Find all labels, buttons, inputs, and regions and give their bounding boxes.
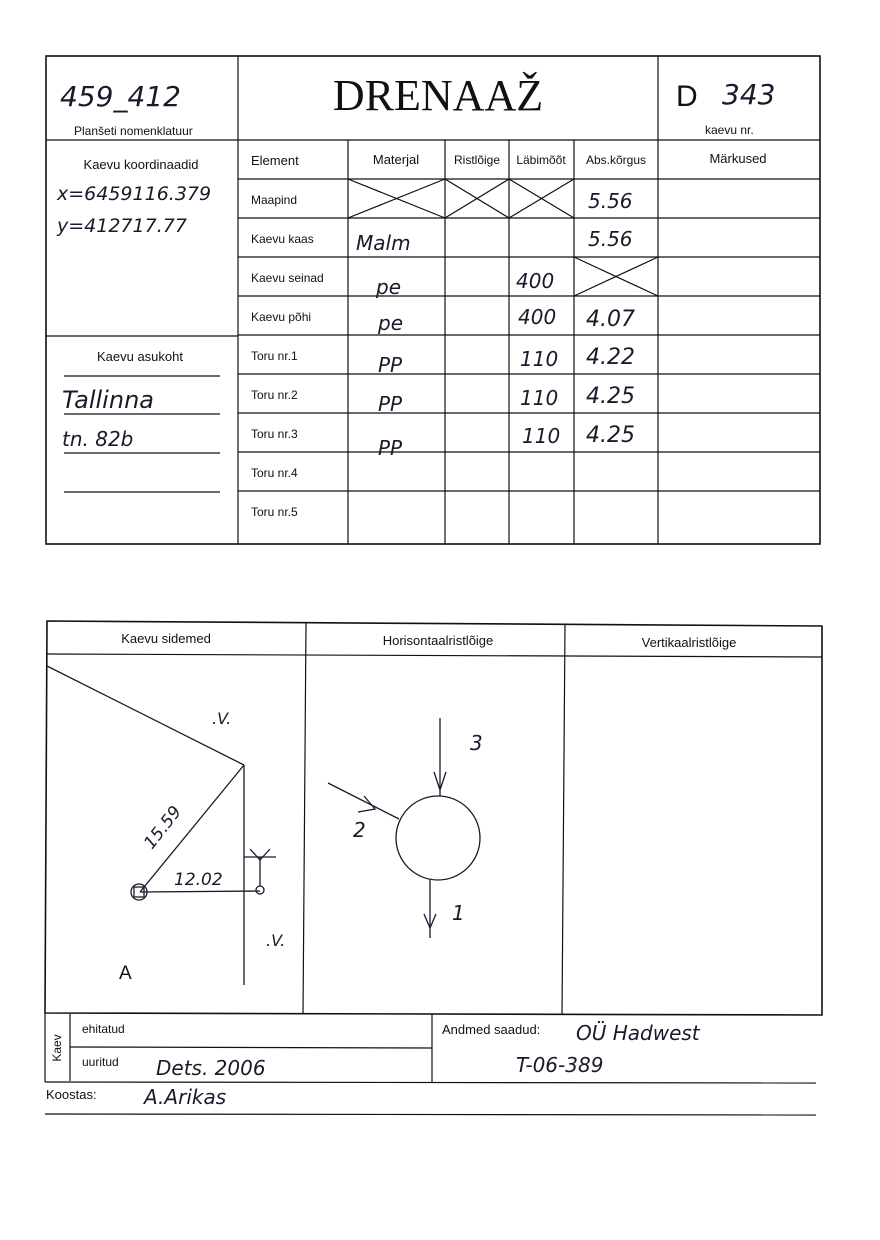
table-row-element: Toru nr.4 [251,466,298,480]
location-label: Kaevu asukoht [96,349,184,364]
dim-diagonal: 15.59 [140,802,186,854]
built-label: ehitatud [82,1022,125,1036]
table-row-element: Toru nr.3 [251,427,298,441]
source-label: Andmed saadud: [442,1022,541,1037]
table-row-diameter: 400 [516,269,555,293]
pipe-3-label: 3 [470,731,483,755]
well-label: kaevu nr. [705,123,754,137]
table-row-element: Toru nr.1 [251,349,298,363]
table-row-material: PP [378,353,403,377]
tie-sketch [47,666,285,985]
point-label: A [119,963,132,984]
table-row-material: pe [376,275,401,299]
table-row-elevation: 4.25 [586,423,635,448]
table-row-material: Malm [356,231,411,255]
coords-label: Kaevu koordinaadid [83,157,199,172]
page-title: DRENAAŽ [332,71,544,120]
side-label: Kaev [50,1034,64,1062]
table-row-material: pe [378,311,403,335]
tree-symbol-upper: .V. [212,709,232,728]
table-row-element: Kaevu seinad [251,271,324,285]
tree-symbol-lower: .V. [266,931,286,950]
sketch-form [45,621,822,1015]
author-label: Koostas: [46,1087,97,1102]
table-row-diameter: 110 [520,386,559,410]
table-row-elevation: 4.22 [586,345,635,370]
footer [45,1013,816,1115]
sheet-value: 459_412 [60,80,181,113]
source-value-1: OÜ Hadwest [576,1021,700,1045]
well-prefix: D [676,80,698,113]
col-header-diameter: Läbimõõt [516,153,566,167]
table-row-elevation: 5.56 [588,189,633,213]
col-header-elevation: Abs.kõrgus [585,153,647,167]
table-row-element: Toru nr.2 [251,388,298,402]
sheet-label: Planšeti nomenklatuur [74,124,193,138]
source-value-2: T-06-389 [516,1053,604,1077]
top-form [46,56,820,544]
measured-value: Dets. 2006 [156,1056,266,1080]
table-row-elevation: 4.25 [586,384,635,409]
table-row-element: Toru nr.5 [251,505,298,519]
col-header-section: Ristlõige [453,153,501,167]
table-row-diameter: 110 [522,424,561,448]
coord-x: x=6459116.379 [57,183,212,205]
table-row-element: Kaevu põhi [251,310,312,324]
sketch-header-horizontal: Horisontaalristlõige [382,633,494,648]
pipe-2-label: 2 [353,818,366,842]
col-header-remarks: Märkused [709,151,767,166]
author-value: A.Arikas [144,1085,227,1109]
table-row-diameter: 110 [520,347,559,371]
sketch-header-vertical: Vertikaalristlõige [641,635,737,650]
sketch-header-ties: Kaevu sidemed [121,631,211,646]
col-header-material: Materjal [372,152,420,167]
table-row-material: PP [378,392,403,416]
table-row-diameter: 400 [518,305,557,329]
table-row-material: PP [378,436,403,460]
table-row-elevation: 5.56 [588,227,633,251]
horizontal-section-sketch [328,718,483,938]
coord-y: y=412717.77 [57,215,187,237]
well-number: 343 [722,78,776,111]
table-row-element: Kaevu kaas [251,232,314,246]
table-row-elevation: 4.07 [586,307,635,332]
measured-label: uuritud [82,1055,119,1069]
location-line2: tn. 82b [62,427,134,451]
location-line1: Tallinna [62,386,154,414]
table-row-element: Maapind [251,193,298,207]
dim-horizontal: 12.02 [174,870,223,890]
pipe-1-label: 1 [452,901,465,925]
col-header-element: Element [251,153,299,168]
